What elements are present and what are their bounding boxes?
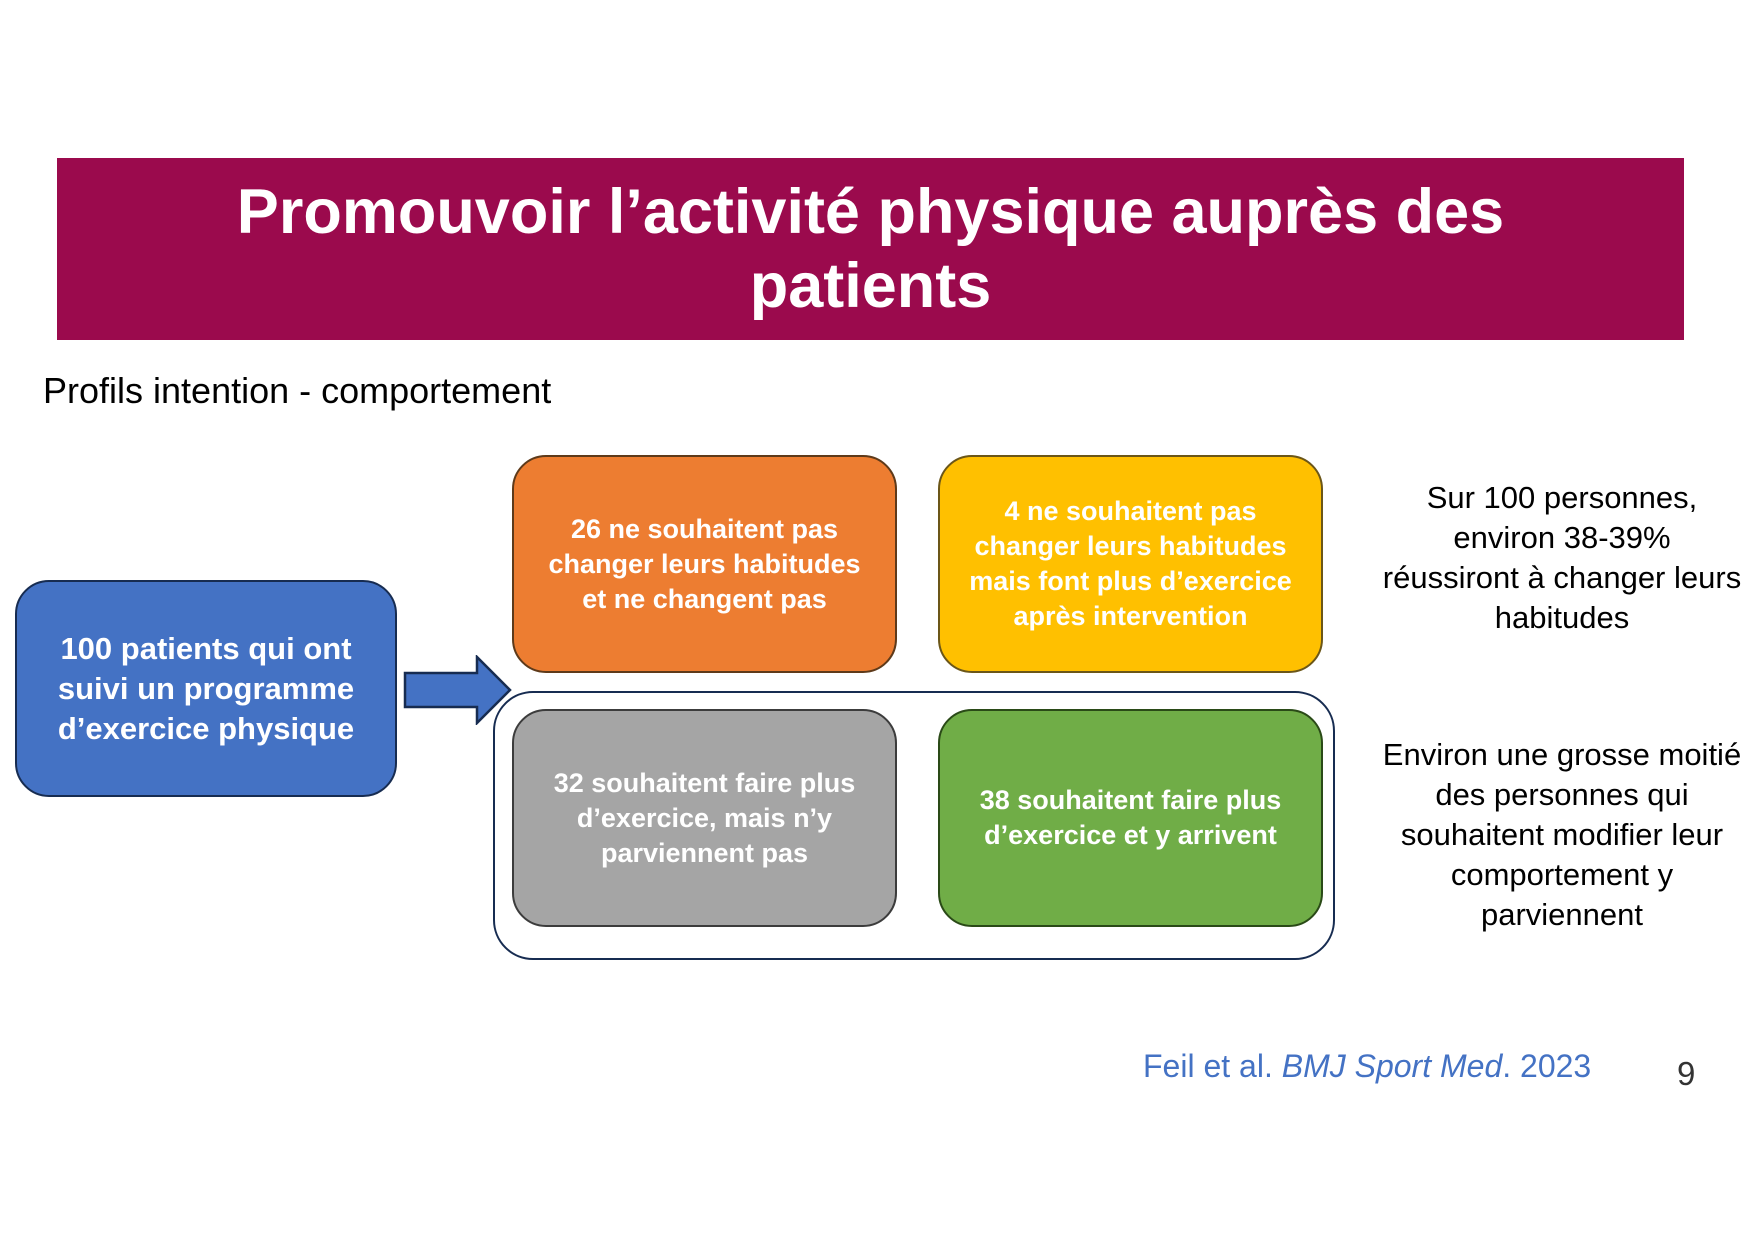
- title-banner: [57, 158, 1684, 340]
- note-intenders-success: Environ une grosse moitié des personnes qui souhaitent modifier leur comportement y parviennent: [1382, 737, 1742, 932]
- citation-year: . 2023: [1502, 1048, 1592, 1084]
- profile-label: 38 souhaitent faire plus d’exercice et y arrivent: [979, 785, 1282, 850]
- profile-box-intent-change: [938, 709, 1323, 927]
- source-box: [15, 580, 397, 797]
- source-box-label: 100 patients qui ont suivi un programme d’exercice physique: [57, 630, 355, 746]
- note-success-rate: Sur 100 personnes, environ 38-39% réussiront à changer leurs habitudes: [1382, 480, 1742, 635]
- page-title: Promouvoir l’activité physique auprès des patients: [236, 177, 1505, 321]
- citation-journal: BMJ Sport Med: [1281, 1048, 1503, 1084]
- profile-label: 4 ne souhaitent pas changer leurs habitudes mais font plus d’exercice après intervention: [969, 496, 1292, 631]
- subtitle: Profils intention - comportement: [43, 370, 552, 411]
- citation-authors: Feil et al.: [1143, 1048, 1282, 1084]
- profile-box-intent-no-change: [512, 709, 897, 927]
- page-number: 9: [1677, 1055, 1696, 1092]
- profile-box-no-intent-no-change: [512, 455, 897, 673]
- profile-box-no-intent-change: [938, 455, 1323, 673]
- citation: [1143, 1048, 1591, 1085]
- profile-label: 32 souhaitent faire plus d’exercice, mais n’y parviennent pas: [553, 767, 856, 868]
- profile-label: 26 ne souhaitent pas changer leurs habitudes et ne changent pas: [548, 513, 861, 614]
